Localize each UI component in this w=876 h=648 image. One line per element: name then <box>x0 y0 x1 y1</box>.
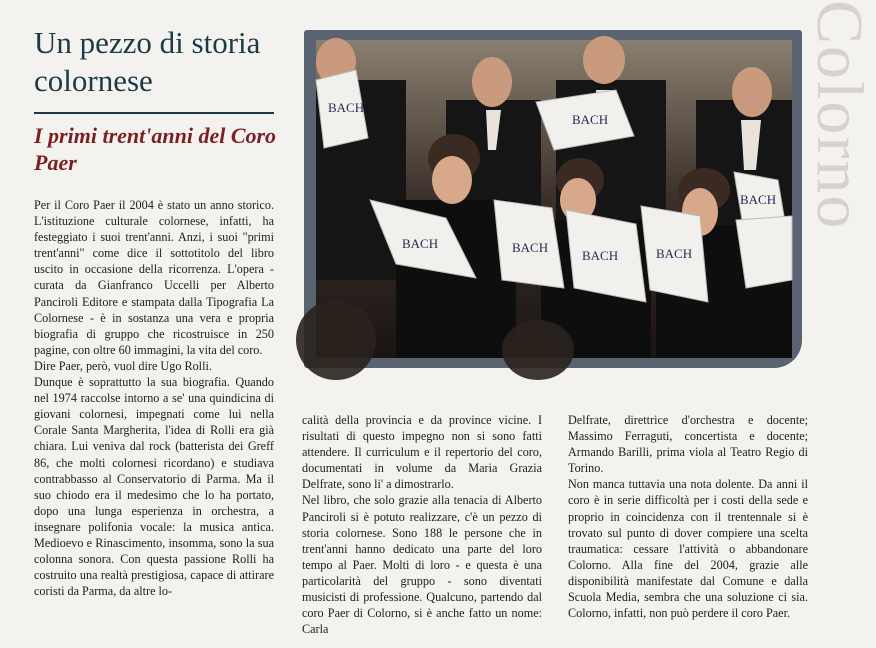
article-column-1 <box>34 197 274 599</box>
score-label: BACH <box>328 100 365 115</box>
score-label: BACH <box>402 236 439 251</box>
paragraph: calità della provincia e da province vicine. I risultati di questo impegno non si sono fatti attendere. Il curriculum e il repertorio del coro, documentati in volume da Maria Grazia Delfrate, sono li' a dimostrarlo. <box>302 413 542 492</box>
paragraph: Dunque è soprattutto la sua biografia. Quando nel 1974 raccolse intorno a se' una quindicina di giovani colornesi, impegnati come lui nella Corale Santa Margherita, l'idea di Rolli era già chiara. Lui veniva dal rock (batterista dei Greff 86, che molti colornesi ricordano) e studiava contrabbasso al Conservatorio di Parma. Ma il suo chiodo era il medesimo che lo ha portato, dopo una lunga esperienza in orchestra, a insegnare polifonia vocale: la musica antica. Medioevo e Rinascimento, insomma, sono la sua colonna sonora. Con questa passione Rolli ha costruito una realtà prestigiosa, capace di attirare coristi da Parma, da altre lo- <box>34 375 274 599</box>
score-label: BACH <box>582 248 619 263</box>
article-column-2 <box>302 412 542 637</box>
score-label: BACH <box>740 192 777 207</box>
score-label: BACH <box>512 240 549 255</box>
paragraph: Non manca tuttavia una nota dolente. Da anni il coro è in serie difficoltà per i costi della sede e proprio in coincidenza con il trentennale si è trovato sul punto di dover compiere una scelta traumatica: cessare l'attività o abbandonare Colorno. Alla fine del 2004, grazie alle disponibilità manifestate dal Comune e dalla Scuola Media, sembra che una soluzione ci sia. Colorno, infatti, non può perdere il coro Paer. <box>568 477 808 621</box>
magazine-masthead <box>803 0 876 648</box>
article-title: Un pezzo di storia colornese <box>34 25 261 98</box>
score-label: BACH <box>572 112 609 127</box>
paragraph: Per il Coro Paer il 2004 è stato un anno storico. L'istituzione culturale colornese, infatti, ha festeggiato i suoi trent'anni. Anzi, i suoi "primi trent'anni" come dice il sottotitolo del libro uscito in occasione della ricorrenza. L'opera - curata da Gianfranco Uccelli per Alberto Panciroli Editore e stampata dalla Tipografia La Colornese - è in sostanza una vera e propria biografia di gruppo che ricostruisce in 250 pagine, con oltre 60 immagini, la vita del coro. <box>34 198 274 357</box>
paragraph: Delfrate, direttrice d'orchestra e docente; Massimo Ferraguti, concertista e docente; Armando Barilli, prima viola al Teatro Regio di Torino. <box>568 413 808 476</box>
score-label: BACH <box>656 246 693 261</box>
article-column-3 <box>568 412 808 621</box>
title-rule <box>34 112 274 114</box>
paragraph: Nel libro, che solo grazie alla tenacia di Alberto Panciroli si è potuto realizzare, c'è un pezzo di storia colornese. Sono 188 le persone che in trent'anni hanno dedicato una parte del loro tempo al Paer. Molti di loro - e questa è una particolarità del gruppo - sono diventati musicisti di professione. Qualcuno, partendo dal coro Paer di Colorno, si è anche fatto un nome: Carla <box>302 493 542 637</box>
choir-photo-image <box>316 40 792 358</box>
choir-photo <box>304 30 802 368</box>
masthead-text: Colorno <box>803 0 876 231</box>
paragraph: Dire Paer, però, vuol dire Ugo Rolli. <box>34 358 212 373</box>
article-subtitle: I primi trent'anni del Coro Paer <box>34 123 277 175</box>
